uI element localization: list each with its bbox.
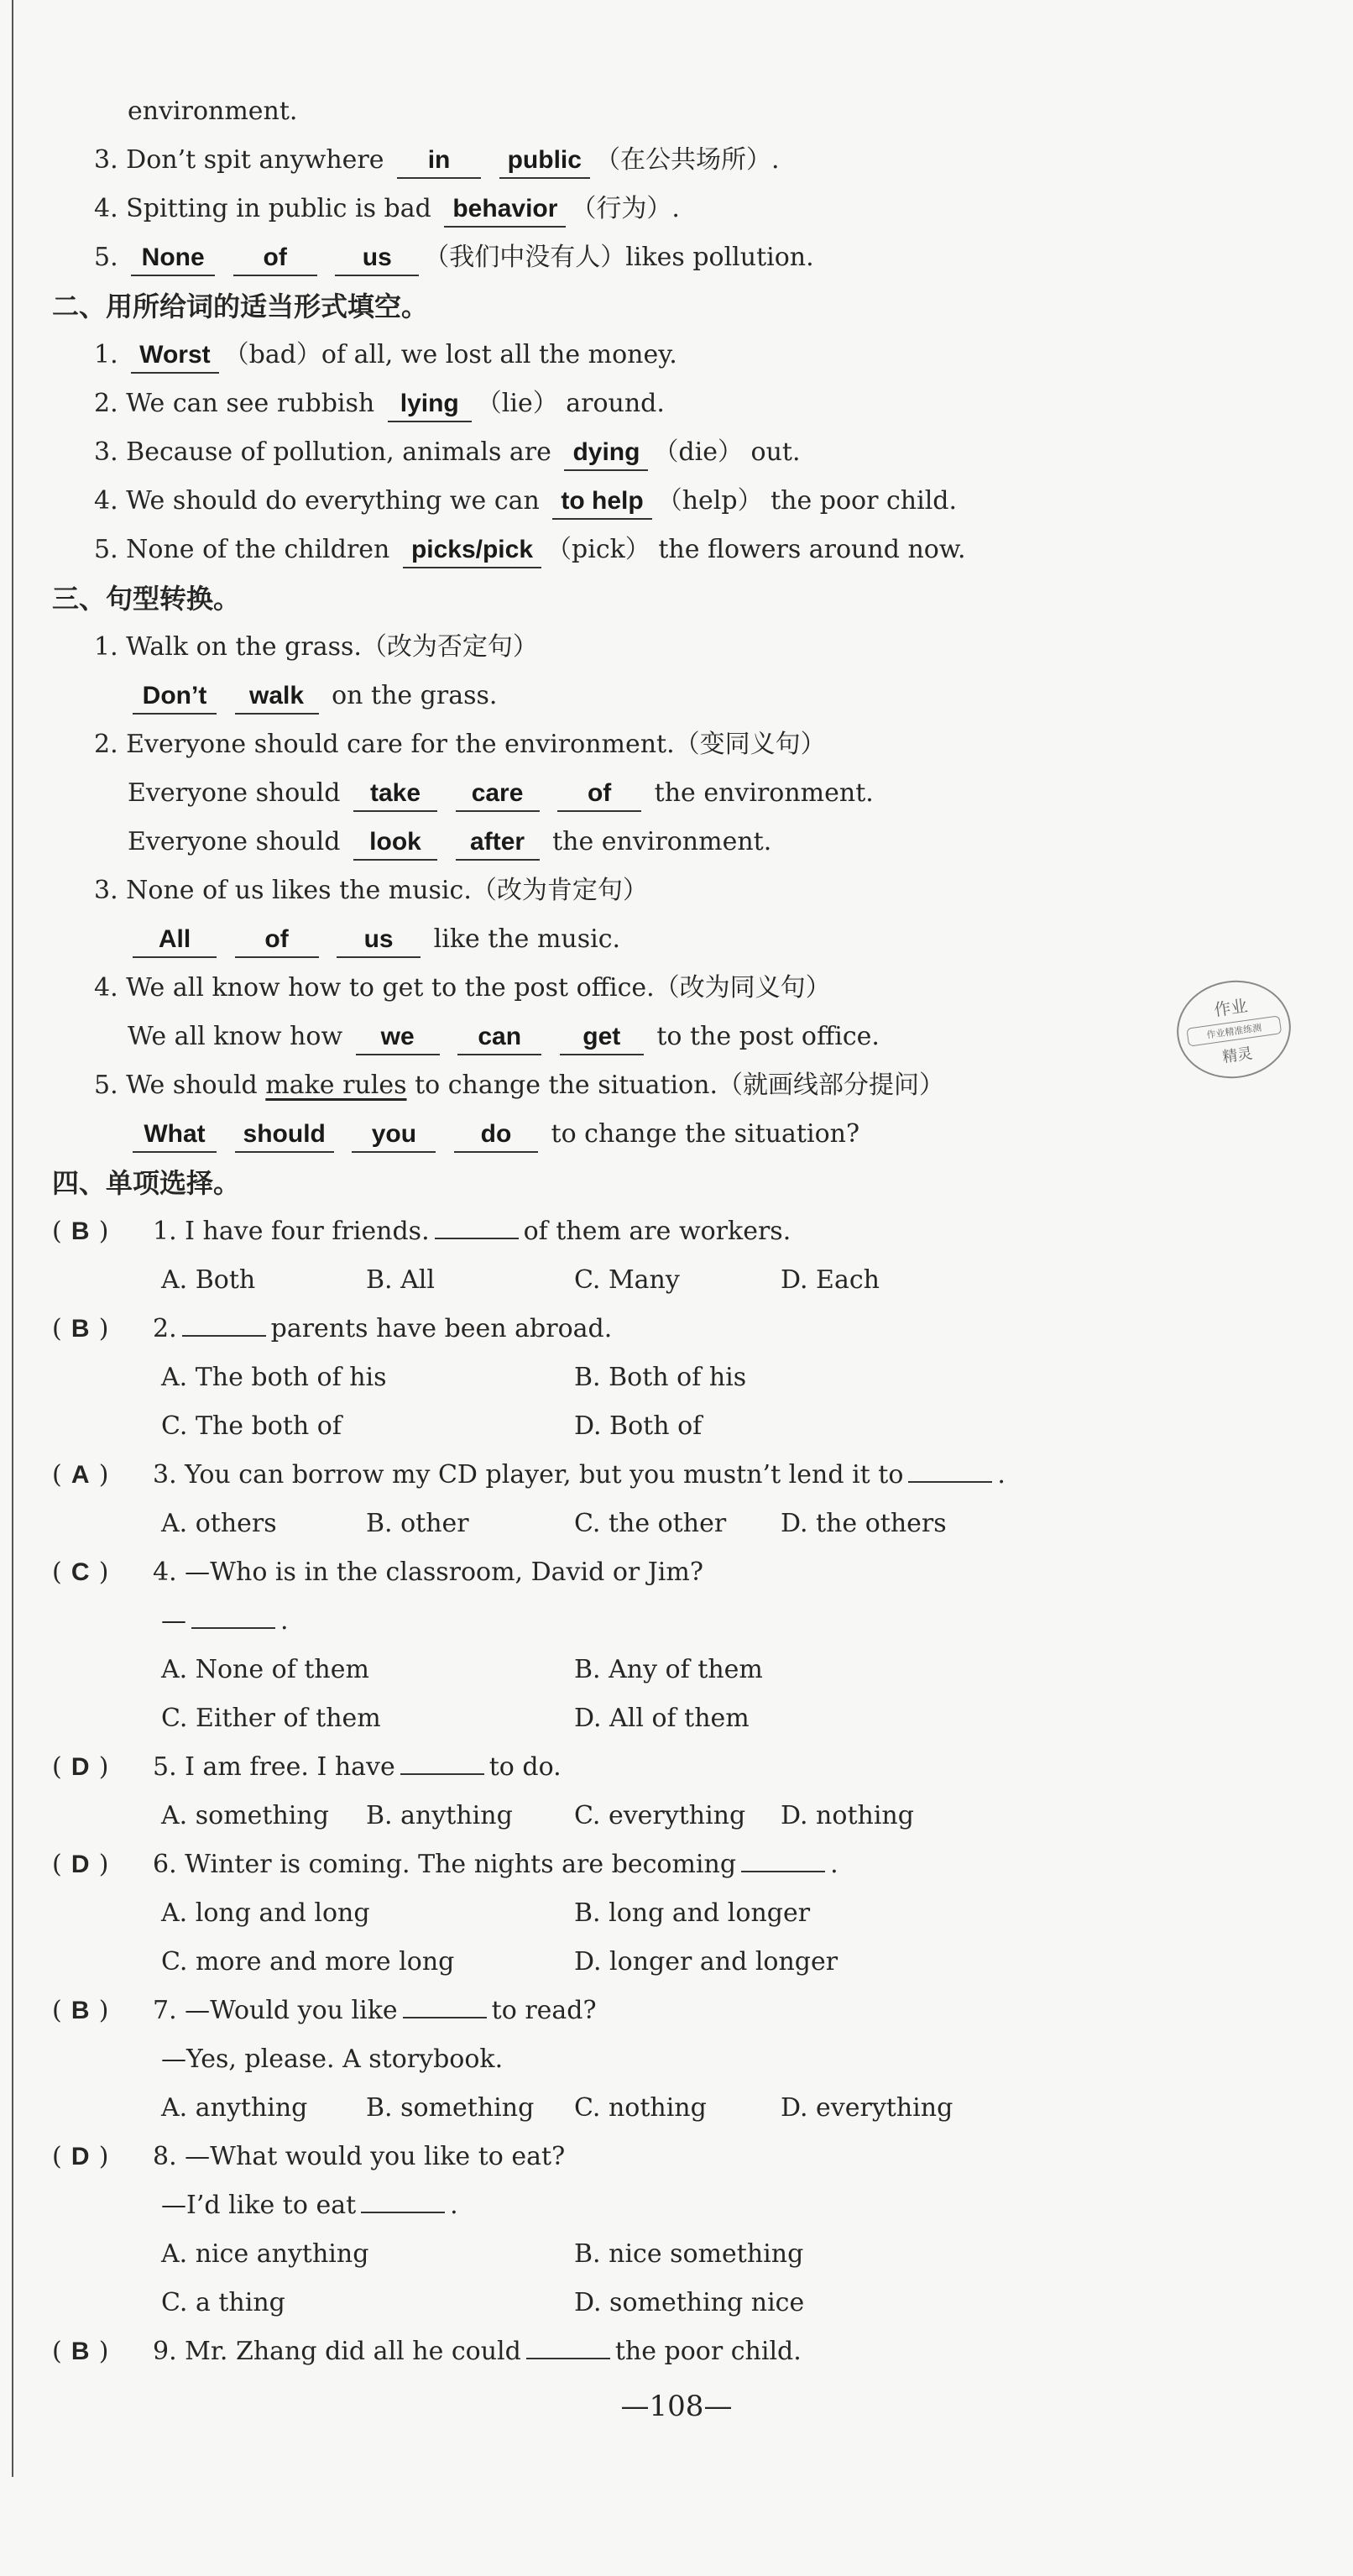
- sec3-q2-answer-2: [128, 818, 1353, 867]
- text: to change the situation?: [551, 1119, 860, 1149]
- text: 2.: [153, 1314, 177, 1343]
- text: 4. We should do everything we can: [94, 486, 540, 516]
- stamp-text: 作业精准练测: [1186, 1015, 1282, 1046]
- option: B. anything: [366, 1801, 513, 1830]
- mc-item-8-options-1: [0, 2230, 1353, 2279]
- text: 3. Don’t spit anywhere: [94, 145, 384, 175]
- option: B. other: [366, 1509, 469, 1538]
- reply: —I’d like to eat .: [161, 2181, 458, 2230]
- answer-blank: to help: [552, 484, 651, 520]
- option: B. something: [366, 2093, 535, 2123]
- blank: [361, 2186, 445, 2213]
- text: 4. Spitting in public is bad: [94, 194, 431, 223]
- answer-bracket: ( B ): [52, 1987, 108, 2035]
- text: .: [997, 1460, 1006, 1490]
- answer-blank: do: [454, 1118, 538, 1153]
- option: B. Any of them: [574, 1655, 763, 1684]
- sec3-q3-answer: [128, 915, 1353, 964]
- stamp-text: 精灵: [1221, 1045, 1254, 1067]
- mc-item-8-options-2: [0, 2279, 1353, 2327]
- blank: [526, 2333, 610, 2359]
- underlined-phrase: make rules: [265, 1071, 407, 1100]
- section-heading-3: 三、句型转换。: [52, 583, 241, 615]
- text: （help） the poor child.: [656, 486, 958, 516]
- text: on the grass.: [332, 681, 498, 710]
- blank: [182, 1310, 266, 1337]
- mc-item-4-reply: [0, 1597, 1353, 1646]
- option: D. something nice: [574, 2288, 805, 2317]
- page-number: —108—: [620, 2390, 733, 2423]
- mc-item-2: [0, 1305, 1353, 1353]
- sec3-q4: 4. We all know how to get to the post office.（改为同义句）: [94, 973, 831, 1003]
- mc-item-7-reply: [0, 2035, 1353, 2084]
- text: We all know how: [128, 1022, 343, 1051]
- text: like the music.: [433, 924, 621, 954]
- reply: —Yes, please. A storybook.: [161, 2045, 504, 2074]
- text: 5. None of the children: [94, 535, 390, 564]
- sec3-q1-answer: [128, 672, 1353, 720]
- answer-blank: What: [133, 1118, 217, 1153]
- sec2-q5: [94, 526, 1353, 574]
- option: A. long and long: [161, 1898, 370, 1928]
- text: to read?: [491, 1996, 597, 2025]
- text: the environment.: [552, 827, 772, 856]
- answer-bracket: ( B ): [52, 1305, 108, 1353]
- text: 5. We should: [94, 1071, 258, 1100]
- stem: [153, 1207, 791, 1256]
- sec3-q2-answer-1: [128, 769, 1353, 818]
- option: C. The both of: [161, 1411, 342, 1441]
- mc-answer: D: [71, 1753, 90, 1781]
- text: to do.: [488, 1752, 562, 1782]
- text: the environment.: [654, 778, 874, 808]
- option: C. Either of them: [161, 1704, 381, 1733]
- sec2-q3: [94, 428, 1353, 477]
- answer-blank: get: [560, 1020, 644, 1055]
- mc-item-6-options-1: [0, 1889, 1353, 1938]
- answer-blank: lying: [388, 387, 472, 422]
- text: the poor child.: [614, 2337, 802, 2366]
- mc-item-4-options-2: [0, 1694, 1353, 1743]
- text: 2. We can see rubbish: [94, 389, 375, 418]
- answer-blank: you: [352, 1118, 436, 1153]
- answer-blank: of: [233, 241, 317, 276]
- mc-item-5: [0, 1743, 1353, 1792]
- sec3-q4-answer: [128, 1013, 1353, 1061]
- stem: [153, 2327, 802, 2376]
- answer-blank: Worst: [131, 338, 218, 374]
- option: A. Both: [161, 1265, 256, 1295]
- text: Everyone should: [128, 778, 341, 808]
- stem: 4. —Who is in the classroom, David or Jim?: [153, 1558, 703, 1587]
- option: D. Both of: [574, 1411, 703, 1441]
- text: —I’d like to eat: [161, 2191, 357, 2220]
- blank: [191, 1602, 275, 1629]
- text: parents have been abroad.: [270, 1314, 613, 1343]
- mc-item-6-options-2: [0, 1938, 1353, 1987]
- answer-blank: picks/pick: [403, 533, 541, 568]
- mc-answer: B: [71, 1217, 90, 1245]
- section-heading-4: 四、单项选择。: [52, 1167, 241, 1199]
- mc-item-7-options: [0, 2084, 1353, 2133]
- text: （die） out.: [653, 437, 801, 467]
- text: 1. I have four friends.: [153, 1217, 430, 1246]
- option: A. None of them: [161, 1655, 369, 1684]
- mc-item-7: [0, 1987, 1353, 2035]
- mc-answer: B: [71, 2338, 90, 2365]
- answer-blank: we: [356, 1020, 440, 1055]
- answer-blank: take: [353, 777, 437, 812]
- answer-blank: walk: [235, 679, 319, 715]
- text: to change the situation.（就画线部分提问）: [415, 1071, 945, 1100]
- answer-blank: in: [397, 144, 481, 179]
- mc-answer: B: [71, 1315, 90, 1343]
- answer-blank: us: [337, 923, 421, 958]
- mc-answer: D: [71, 2143, 90, 2170]
- sec3-q5-answer: [128, 1110, 1353, 1159]
- answer-blank: of: [557, 777, 641, 812]
- option: D. nothing: [781, 1801, 914, 1830]
- option: A. anything: [161, 2093, 308, 2123]
- option: B. Both of his: [574, 1363, 747, 1392]
- text: environment.: [128, 97, 298, 126]
- mc-item-8: [0, 2133, 1353, 2181]
- text: （在公共场所）.: [594, 145, 780, 175]
- text: （我们中没有人）likes pollution.: [424, 243, 814, 272]
- sec1-q5: [94, 233, 1353, 282]
- option: D. everything: [781, 2093, 953, 2123]
- mc-item-9: [0, 2327, 1353, 2376]
- answer-blank: can: [457, 1020, 541, 1055]
- answer-blank: dying: [564, 436, 648, 471]
- mc-item-3: [0, 1451, 1353, 1500]
- blank: [741, 1846, 825, 1872]
- mc-item-4: [0, 1548, 1353, 1597]
- stem: [153, 1840, 838, 1889]
- stem: [153, 1305, 612, 1353]
- sec3-q1: 1. Walk on the grass.（改为否定句）: [94, 632, 538, 662]
- answer-blank: should: [235, 1118, 334, 1153]
- answer-blank: public: [499, 144, 590, 179]
- mc-item-1-options: [0, 1256, 1353, 1305]
- text: 9. Mr. Zhang did all he could: [153, 2337, 521, 2366]
- mc-answer: A: [71, 1461, 90, 1489]
- text: （lie） around.: [476, 389, 665, 418]
- blank: [400, 1748, 484, 1775]
- answer-blank: care: [456, 777, 540, 812]
- option: D. the others: [781, 1509, 947, 1538]
- option: B. nice something: [574, 2239, 804, 2269]
- option: A. nice anything: [161, 2239, 369, 2269]
- answer-blank: behavior: [444, 192, 566, 228]
- sec1-q4: [94, 185, 1353, 233]
- stem: [153, 1451, 1006, 1500]
- mc-item-8-reply: [0, 2181, 1353, 2230]
- mc-answer: C: [71, 1558, 90, 1586]
- text: 5. I am free. I have: [153, 1752, 395, 1782]
- option: B. long and longer: [574, 1898, 811, 1928]
- stamp-text: 作业: [1212, 995, 1249, 1020]
- stem: 8. —What would you like to eat?: [153, 2142, 566, 2171]
- stem: [153, 1743, 562, 1792]
- text: （行为）.: [571, 194, 680, 223]
- option: B. All: [366, 1265, 435, 1295]
- reply: — .: [161, 1597, 289, 1646]
- answer-blank: All: [133, 923, 217, 958]
- answer-bracket: ( D ): [52, 1840, 108, 1889]
- answer-blank: of: [235, 923, 319, 958]
- text: 1.: [94, 340, 118, 369]
- answer-bracket: ( C ): [52, 1548, 108, 1597]
- answer-bracket: ( D ): [52, 1743, 108, 1792]
- text: of them are workers.: [523, 1217, 791, 1246]
- answer-blank: after: [456, 825, 540, 861]
- sec3-q5: [94, 1061, 1353, 1110]
- option: C. a thing: [161, 2288, 285, 2317]
- mc-answer: D: [71, 1851, 90, 1878]
- answer-blank: us: [335, 241, 419, 276]
- sec1-line-environment: [128, 87, 1353, 136]
- mc-item-2-options-1: [0, 1353, 1353, 1402]
- mc-item-1: [0, 1207, 1353, 1256]
- mc-item-5-options: [0, 1792, 1353, 1840]
- text: to the post office.: [656, 1022, 880, 1051]
- text: 5.: [94, 243, 118, 272]
- option: D. longer and longer: [574, 1947, 838, 1977]
- option: D. Each: [781, 1265, 880, 1295]
- option: C. nothing: [574, 2093, 707, 2123]
- sec2-q2: [94, 380, 1353, 428]
- text: —: [161, 1606, 186, 1636]
- mc-item-4-options-1: [0, 1646, 1353, 1694]
- option: A. The both of his: [161, 1363, 387, 1392]
- answer-blank: look: [353, 825, 437, 861]
- option: A. something: [161, 1801, 329, 1830]
- answer-bracket: ( B ): [52, 1207, 108, 1256]
- sec3-q3: 3. None of us likes the music.（改为肯定句）: [94, 876, 648, 905]
- answer-blank: None: [131, 241, 215, 276]
- stem: [153, 1987, 597, 2035]
- mc-answer: B: [71, 1997, 90, 2024]
- text: （pick） the flowers around now.: [546, 535, 966, 564]
- option: C. everything: [574, 1801, 746, 1830]
- sec2-q1: [94, 331, 1353, 380]
- sec2-q4: [94, 477, 1353, 526]
- text: Everyone should: [128, 827, 341, 856]
- answer-blank: Don’t: [133, 679, 217, 715]
- text: 7. —Would you like: [153, 1996, 398, 2025]
- option: A. others: [161, 1509, 277, 1538]
- blank: [435, 1212, 519, 1239]
- option: D. All of them: [574, 1704, 750, 1733]
- mc-item-2-options-2: [0, 1402, 1353, 1451]
- mc-item-3-options: [0, 1500, 1353, 1548]
- option: C. the other: [574, 1509, 727, 1538]
- answer-bracket: ( A ): [52, 1451, 108, 1500]
- answer-bracket: ( B ): [52, 2327, 108, 2376]
- blank: [908, 1456, 992, 1483]
- text: 6. Winter is coming. The nights are becoming: [153, 1850, 737, 1879]
- sec1-q3: [94, 136, 1353, 185]
- text: 3. Because of pollution, animals are: [94, 437, 551, 467]
- mc-item-6: [0, 1840, 1353, 1889]
- option: C. Many: [574, 1265, 680, 1295]
- option: C. more and more long: [161, 1947, 455, 1977]
- sec3-q2: 2. Everyone should care for the environment.（变同义句）: [94, 730, 826, 759]
- answer-bracket: ( D ): [52, 2133, 108, 2181]
- text: .: [830, 1850, 838, 1879]
- text: 3. You can borrow my CD player, but you mustn’t lend it to: [153, 1460, 904, 1490]
- text: （bad）of all, we lost all the money.: [223, 340, 677, 369]
- section-heading-2: 二、用所给词的适当形式填空。: [52, 291, 429, 322]
- blank: [403, 1992, 487, 2018]
